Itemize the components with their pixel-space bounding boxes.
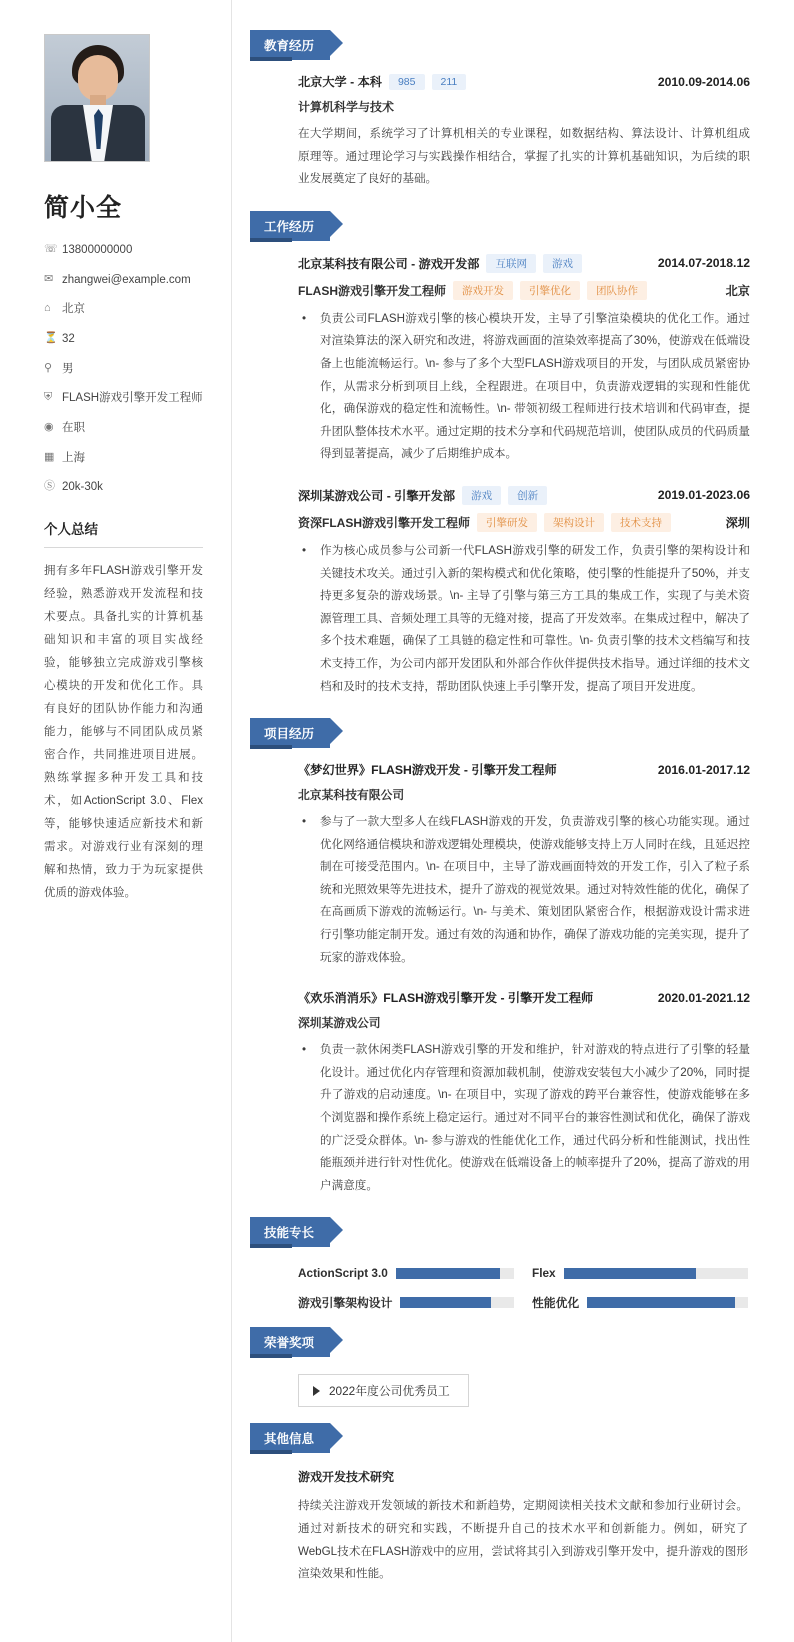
section-title: 其他信息 [250,1423,330,1453]
candidate-name: 简小全 [44,194,123,222]
project-desc: 负责一款休闲类FLASH游戏引擎的开发和维护，针对游戏的特点进行了引擎的轻量化设计。通过优化内存管理和资源加载机制，使游戏安装包大小减少了20%，同时提升了游戏的启动速度。\n- 在项目中，实现了游戏的跨平台兼容性，使游戏能够在多个浏览器和操作系统上稳定运行。通过对不同平台的兼容性测试和优化，确保了游戏的广泛受众群体。\n- 参与游戏的性能优化工作，通过代码分析和性能测试，找出性能瓶颈并进行针对性优化。使游戏在低端设备上的帧率提升了20%，提高了游戏的用户满意度。 [320,1043,750,1192]
project-desc: 参与了一款大型多人在线FLASH游戏的开发，负责游戏引擎的核心功能实现。通过优化网络通信模块和游戏逻辑处理模块，使游戏能够支持上万人同时在线，且延迟控制在可接受范围内。\n- 在项目中，主导了游戏画面特效的开发工作，引入了粒子系统和光照效果等先进技术，提升了游戏的视觉效果。通过对特效性能的优化，确保了在高画质下游戏的流畅运行。\n- 与美术、策划团队紧密合作，根据游戏设计需求进行引擎功能定制开发。通过有效的沟通和协作，确保了游戏功能的完美实现，提升了玩家的游戏体验。 [320,815,750,964]
section-header-projects [250,718,764,745]
section-header-honors [250,1327,764,1354]
portrait-photo [44,34,150,162]
skill-item [298,1266,514,1280]
section-title: 教育经历 [250,30,330,60]
gender-icon: ⚲ [44,361,53,374]
info-row-city [44,450,203,467]
summary-heading: 个人总结 [44,518,203,548]
age-icon: ⏳ [44,332,58,345]
skill-item [298,1294,514,1311]
education-entry [250,73,764,191]
skill-bar-track [396,1268,514,1279]
info-value: 男 [62,362,74,375]
education-entry-head [298,73,750,90]
job-title: 资深FLASH游戏引擎开发工程师 [298,515,470,530]
project-company: 北京某科技有限公司 [298,788,405,803]
work-entry [250,254,764,466]
info-row-hometown [44,301,203,318]
section-title: 荣誉奖项 [250,1327,330,1357]
contact-info-list [44,242,203,496]
bullet-dot: • [302,1043,307,1057]
tag-211: 211 [432,74,467,90]
education-major: 计算机科学与技术 [298,100,395,114]
section-header-work [250,211,764,238]
section-header-education [250,30,764,57]
info-value: 32 [62,333,75,346]
section-header-skills [250,1217,764,1244]
play-triangle-icon [313,1386,320,1396]
sidebar [0,0,232,1642]
project-bullet [298,1039,750,1197]
skill-label: Flex [532,1266,556,1281]
section-skills [250,1217,764,1321]
work-desc: 负责公司FLASH游戏引擎的核心模块开发，主导了引擎渲染模块的优化工作。通过对渲染算法的深入研究和改进，将游戏画面的渲染效率提高了30%，使游戏在低端设备上也能流畅运行。\n- 参与了多个大型FLASH游戏项目的开发，与团队成员紧密协作，从需求分析到项目上线，全程跟进。在项目中，负责游戏逻辑的实现和性能优化，确保游戏的稳定性和流畅性。\n- 带领初级工程师进行技术培训和代码审查，提升团队整体技术水平。通过定期的技术分享和代码规范培训，使团队成员的代码质量得到显著提高，减少了后期维护成本。 [320,311,750,461]
skill-tag: 架构设计 [544,513,604,532]
section-title: 项目经历 [250,718,330,748]
skill-bar-track [400,1297,514,1308]
industry-tag: 游戏 [462,486,501,505]
section-title: 技能专长 [250,1217,330,1247]
skill-bar-fill [400,1297,491,1308]
skill-tag: 游戏开发 [453,281,513,300]
info-row-salary [44,479,203,496]
work-entry-head [298,486,750,505]
main-content [232,0,794,1642]
work-bullet [298,540,750,698]
skill-tag: 引擎优化 [520,281,580,300]
bullet-dot: • [302,543,307,557]
section-other [250,1423,764,1595]
skill-tag: 技术支持 [611,513,671,532]
project-title: 《欢乐消消乐》FLASH游戏引擎开发 - 引擎开发工程师 [298,991,594,1006]
section-honors [250,1327,764,1417]
mail-icon: ✉ [44,272,54,285]
project-entry [250,761,764,969]
company-name: 深圳某游戏公司 - 引擎开发部 [298,488,456,503]
work-desc: 作为核心成员参与公司新一代FLASH游戏引擎的研发工作，负责引擎的架构设计和关键技术攻关。通过引入新的架构模式和优化策略，使引擎的性能提升了50%，并支持更多复杂的游戏场景。\n- 主导了引擎与第三方工具的集成工作，实现了与美术资源管理工具、音频处理工具等的无缝对接，提高了开发效率。在集成过程中，解决了多个技术难题，确保了工具链的稳定性和可靠性。\n- 负责引擎的技术文档编写和技术支持工作，为公司内部开发团队和外部合作伙伴提供技术指导。通过详细的技术文档和及时的技术支持，帮助团队快速上手引擎开发，提高了项目开发进度。 [320,543,750,693]
info-row-gender [44,361,203,378]
other-item [250,1466,764,1595]
project-bullet [298,811,750,969]
info-row-phone [44,242,203,259]
honors-list [250,1370,764,1417]
bullet-dot: • [302,311,307,325]
work-entry-sub [298,513,750,532]
info-row-email [44,272,203,289]
skill-label: 性能优化 [532,1296,580,1311]
briefcase-icon: ⛨ [44,391,53,404]
honor-label: 2022年度公司优秀员工 [329,1384,450,1399]
salary-icon: Ⓢ [44,480,55,493]
skill-item [532,1294,748,1311]
tag-985: 985 [389,74,425,90]
project-title: 《梦幻世界》FLASH游戏开发 - 引擎开发工程师 [298,763,557,778]
industry-tag: 创新 [508,486,547,505]
summary-text: 拥有多年FLASH游戏引擎开发经验，熟悉游戏开发流程和技术要点。具备扎实的计算机基础知识和丰富的项目实战经验，能够独立完成游戏引擎核心模块的开发和优化工作。具有良好的团队协作能力和沟通能力，能够与不同团队成员紧密合作，共同推进项目进展。熟练掌握多种开发工具和技术，如ActionScript 3.0、Flex等，能够快速适应新技术和新需求。对游戏行业有深刻的理解和热情，致力于为玩家提供优质的游戏体验。 [44,565,203,900]
section-header-other [250,1423,764,1450]
project-entry [250,989,764,1197]
home-icon: ⌂ [44,302,51,315]
job-title: FLASH游戏引擎开发工程师 [298,283,446,298]
info-value: 在职 [62,422,85,435]
school-name: 北京大学 - 本科 [298,75,382,89]
skill-bar-fill [587,1297,735,1308]
skill-item [532,1266,748,1280]
skill-bar-track [587,1297,748,1308]
skill-label: ActionScript 3.0 [298,1266,388,1281]
skill-bar-fill [564,1268,697,1279]
info-value: 上海 [62,451,85,464]
industry-tag: 游戏 [543,254,582,273]
other-item-desc: 持续关注游戏开发领域的新技术和新趋势，定期阅读相关技术文献和参加行业研讨会。通过对新技术的研究和实践，不断提升自己的技术水平和创新能力。例如，研究了WebGL技术在FLASH游戏中的应用，尝试将其引入到游戏引擎开发中，提升游戏的图形渲染效果和性能。 [298,1499,748,1581]
work-entry-sub [298,281,750,300]
section-work [250,211,764,698]
work-entry [250,486,764,698]
status-icon: ◉ [44,421,54,434]
work-entry-head [298,254,750,273]
skill-bar-fill [396,1268,500,1279]
section-title: 工作经历 [250,211,330,241]
section-projects [250,718,764,1197]
project-entry-head [298,989,750,1006]
skill-tag: 团队协作 [587,281,647,300]
city-icon: ▦ [44,450,55,463]
industry-tag: 互联网 [486,254,536,273]
info-value: zhangwei@example.com [62,273,191,286]
info-value: 13800000000 [62,244,133,256]
info-row-age [44,331,203,348]
skill-bar-track [564,1268,748,1279]
other-item-title: 游戏开发技术研究 [298,1470,395,1485]
section-education [250,30,764,191]
info-row-position [44,390,203,407]
project-entry-head [298,761,750,778]
work-location: 深圳 [725,515,750,530]
bullet-dot: • [302,815,307,829]
education-date: 2010.09-2014.06 [657,74,750,89]
skill-tag: 引擎研发 [477,513,537,532]
info-value: 北京 [62,303,85,316]
skill-label: 游戏引擎架构设计 [298,1296,393,1311]
phone-icon: ☏ [44,243,58,255]
work-bullet [298,308,750,466]
work-date: 2014.07-2018.12 [657,256,750,271]
skills-grid [250,1260,764,1321]
info-row-status [44,420,203,437]
info-value: FLASH游戏引擎开发工程师 [62,392,203,405]
work-location: 北京 [725,283,750,298]
honor-item[interactable] [298,1374,469,1407]
project-company: 深圳某游戏公司 [298,1016,381,1031]
work-date: 2019.01-2023.06 [657,488,750,503]
education-desc: 在大学期间，系统学习了计算机相关的专业课程，如数据结构、算法设计、计算机组成原理等。通过理论学习与实践操作相结合，掌握了扎实的计算机基础知识，为后续的职业发展奠定了良好的基础。 [298,127,750,186]
company-name: 北京某科技有限公司 - 游戏开发部 [298,256,480,271]
project-date: 2016.01-2017.12 [657,762,750,777]
info-value: 20k-30k [62,481,103,494]
project-date: 2020.01-2021.12 [657,990,750,1005]
